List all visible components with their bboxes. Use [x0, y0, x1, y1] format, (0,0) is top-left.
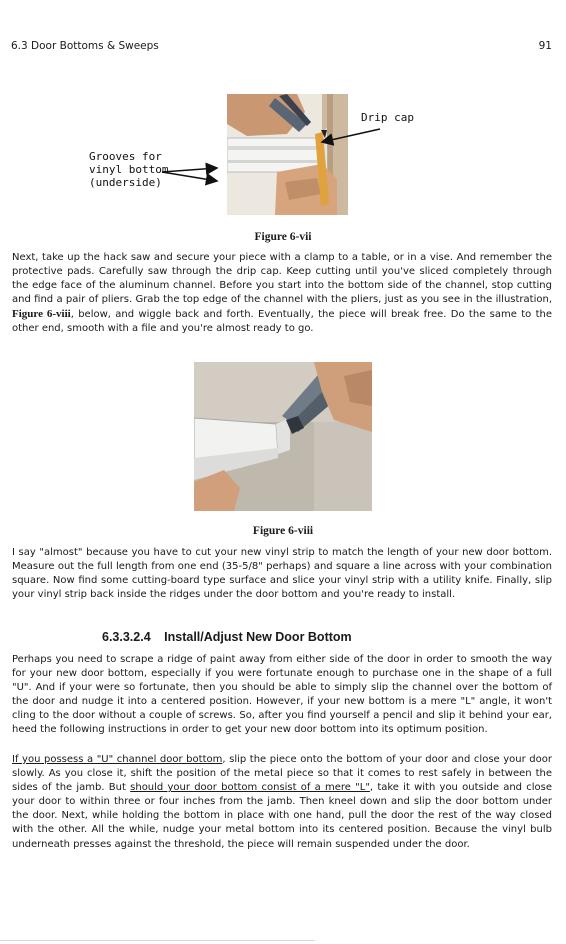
- body-paragraph-4: [12, 753, 552, 852]
- paragraph-4-text-b: , take it with you outside and close your door to within three or four inches from the jamb. Then kneel down and slip the door bottom under the door. Next, while holding the bottom in place with one hand, pull the door the rest of the way closed with the other. All the while, nudge your metal bottom into its centered position. Because the vinyl bulb underneath presses against the threshold, the piece will remain suspended under the door.: [12, 782, 552, 850]
- section-number: 6.3.3.2.4: [102, 630, 151, 644]
- section-title: Install/Adjust New Door Bottom: [164, 630, 352, 644]
- figure-viii-photo: [194, 362, 372, 511]
- page-number: 91: [538, 40, 552, 52]
- body-paragraph-3: Perhaps you need to scrape a ridge of paint away from either side of the door in order to smooth the way for your new door bottom, especially if you were fortunate enough to purchase one in the shape of a full "U". And if your were so fortunate, then you should be able to simply slip the channel over the bottom of the door and nudge it into a centered position. However, if your new bottom is a mere "L" angle, it won't cling to the door without a couple of screws. So, after you find yourself a pencil and slip it behind your ear, heed the following instructions in order to get your new door bottom into its optimum position.: [12, 654, 552, 736]
- figure-viii-reference: Figure 6-viii: [12, 308, 71, 321]
- page-bottom-rule: [0, 940, 315, 941]
- grooves-arrow-upper: [162, 168, 217, 172]
- grooves-arrow-lower: [162, 172, 217, 181]
- grooves-callout-line-1: Grooves for: [89, 150, 162, 163]
- body-paragraph-2: I say "almost" because you have to cut your new vinyl strip to match the length of your new door bottom. Measure out the full length from one end (35-5/8" perhaps) and square a line across with your combination square. Now find some cutting-board type surface and slice your vinyl strip with a utility knife. Finally, slip your vinyl strip back inside the ridges under the door bottom and you're ready to install.: [12, 547, 552, 601]
- l-angle-phrase: should your door bottom consist of a mere "L": [130, 782, 370, 794]
- grooves-callout-line-3: (underside): [89, 176, 162, 189]
- running-header-section: 6.3 Door Bottoms & Sweeps: [11, 40, 159, 52]
- drip-cap-callout: Drip cap: [361, 111, 414, 124]
- figure-vii-caption: Figure 6-vii: [254, 231, 312, 243]
- figure-viii-caption: Figure 6-viii: [252, 525, 314, 537]
- drip-cap-arrow: [322, 129, 380, 142]
- paragraph-4-text-a: , slip the piece onto the bottom of your door and close your door slowly. As you close it, shift the position of the metal piece so that it comes to rest safely in between the sides of the jamb. But: [12, 754, 552, 794]
- body-paragraph-1: [12, 251, 552, 337]
- section-heading: [102, 630, 352, 644]
- paragraph-1-text-b: , below, and wiggle back and forth. Eventually, the piece will break free. Do the same to the other end, smooth with a file and you're almost ready to go.: [12, 309, 552, 335]
- paragraph-1-text-a: Next, take up the hack saw and secure your piece with a clamp to a table, or in a vise. And remember the protective pads. Carefully saw through the drip cap. Keep cutting until you've sliced completely through the edge face of the aluminum channel. Before you start into the bottom side of the channel, stop cutting and find a pair of pliers. Grab the top edge of the channel with the pliers, just as you see in the illustration,: [12, 252, 552, 306]
- u-channel-phrase: If you possess a "U" channel door bottom: [12, 754, 223, 765]
- grooves-callout-line-2: vinyl bottom: [89, 163, 169, 176]
